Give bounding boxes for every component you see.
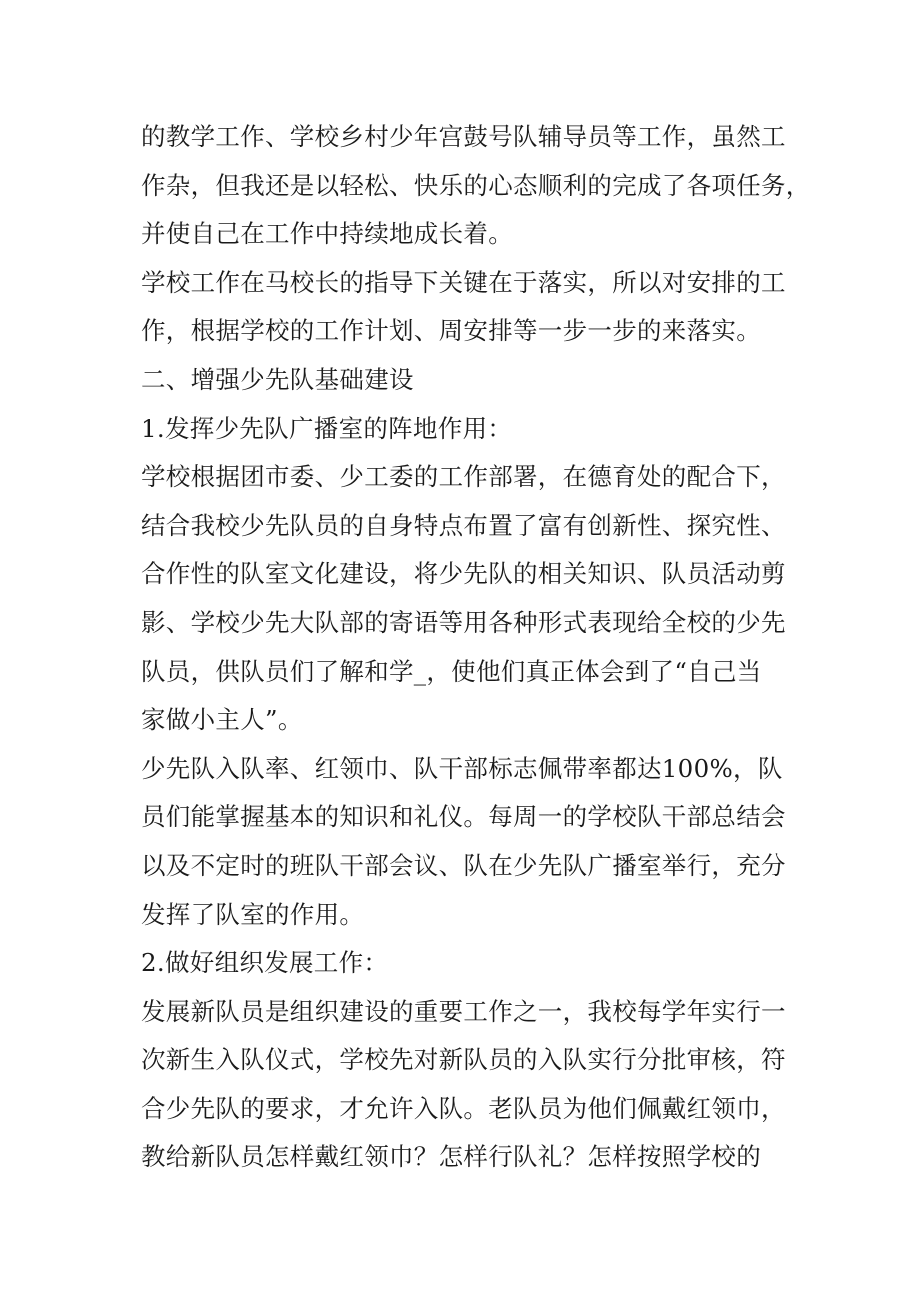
text-line: 学校工作在马校长的指导下关键在于落实，所以对安排的工 bbox=[141, 267, 786, 297]
text-line: 作，根据学校的工作计划、周安排等一步一步的来落实。 bbox=[141, 316, 761, 346]
text-line: 的教学工作、学校乡村少年宫鼓号队辅导员等工作，虽然工 bbox=[141, 122, 786, 151]
text-line: 发挥了队室的作用。 bbox=[141, 899, 365, 929]
text-line: 合作性的队室文化建设，将少先队的相关知识、队员活动剪 bbox=[141, 559, 786, 589]
text-line: 并使自己在工作中持续地成长着。 bbox=[141, 219, 513, 249]
section-heading: 二、增强少先队基础建设 bbox=[141, 364, 414, 394]
text-line: 队员，供队员们了解和学_，使他们真正体会到了“自己当 bbox=[141, 656, 762, 686]
text-line: 教给新队员怎样戴红领巾？怎样行队礼？怎样按照学校的 bbox=[141, 1142, 761, 1172]
text-line: 作杂，但我还是以轻松、快乐的心态顺利的完成了各项任务， bbox=[141, 170, 811, 200]
text-line: 发展新队员是组织建设的重要工作之一，我校每学年实行一 bbox=[141, 996, 786, 1026]
text-line: 以及不定时的班队干部会议、队在少先队广播室举行，充分 bbox=[141, 850, 786, 880]
document-body bbox=[141, 113, 821, 1182]
text-line: 结合我校少先队员的自身特点布置了富有创新性、探究性、 bbox=[141, 510, 786, 540]
text-line: 次新生入队仪式，学校先对新队员的入队实行分批审核，符 bbox=[141, 1045, 786, 1075]
text-line: 家做小主人”。 bbox=[141, 705, 303, 735]
text-line: 合少先队的要求，才允许入队。老队员为他们佩戴红领巾， bbox=[141, 1093, 786, 1123]
subsection-heading: 1.发挥少先队广播室的阵地作用： bbox=[141, 413, 513, 443]
subsection-heading: 2.做好组织发展工作： bbox=[141, 948, 389, 978]
text-line: 员们能掌握基本的知识和礼仪。每周一的学校队干部总结会 bbox=[141, 802, 786, 832]
text-line: 影、学校少先大队部的寄语等用各种形式表现给全校的少先 bbox=[141, 607, 786, 637]
text-line: 学校根据团市委、少工委的工作部署，在德育处的配合下， bbox=[141, 462, 786, 492]
text-line: 少先队入队率、红领巾、队干部标志佩带率都达100%，队 bbox=[141, 753, 783, 783]
